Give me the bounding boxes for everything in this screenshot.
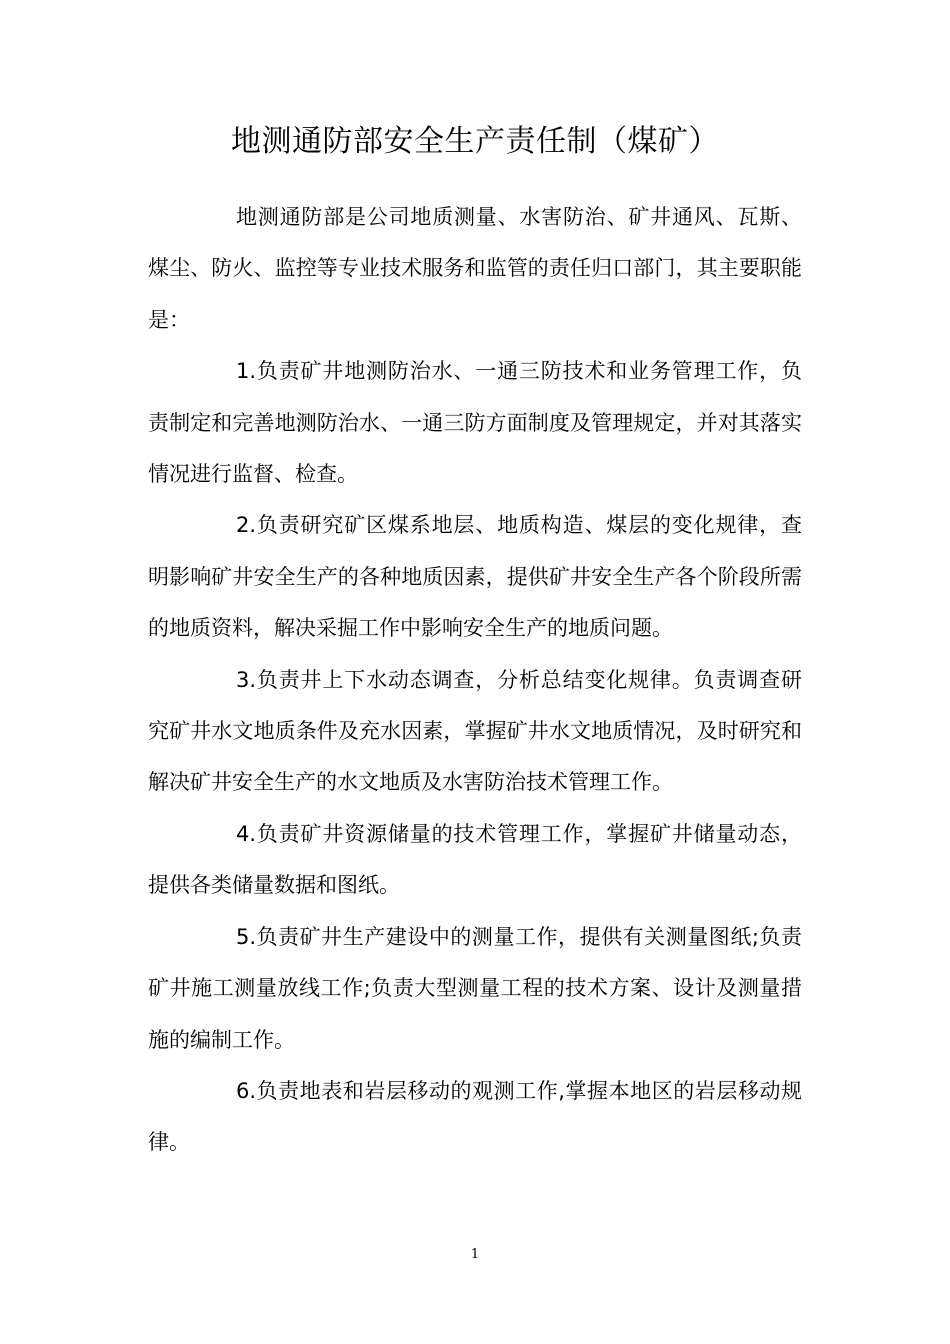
document-title: 地测通防部安全生产责任制（煤矿）: [231, 124, 719, 159]
page-number: 1: [470, 1247, 480, 1262]
duty-paragraph-1: 1.负责矿井地测防治水、一通三防技术和业务管理工作，负责制定和完善地测防治水、一通三防方面制度及管理规定，并对其落实情况进行监督、检查。: [148, 359, 802, 487]
duty-paragraph-4: 4.负责矿井资源储量的技术管理工作，掌握矿井储量动态，提供各类储量数据和图纸。: [148, 821, 802, 898]
document-body: [148, 192, 802, 1169]
duty-paragraph-3: 3.负责井上下水动态调查，分析总结变化规律。负责调查研究矿井水文地质条件及充水因素，掌握矿井水文地质情况，及时研究和解决矿井安全生产的水文地质及水害防治技术管理工作。: [148, 667, 802, 795]
duty-paragraph-6: 6.负责地表和岩层移动的观测工作,掌握本地区的岩层移动规律。: [148, 1078, 802, 1155]
duty-paragraph-5: 5.负责矿井生产建设中的测量工作，提供有关测量图纸;负责矿井施工测量放线工作;负责大型测量工程的技术方案、设计及测量措施的编制工作。: [148, 924, 802, 1052]
intro-paragraph: 地测通防部是公司地质测量、水害防治、矿井通风、瓦斯、煤尘、防火、监控等专业技术服务和监管的责任归口部门，其主要职能是：: [148, 205, 802, 332]
duty-paragraph-2: 2.负责研究矿区煤系地层、地质构造、煤层的变化规律，查明影响矿井安全生产的各种地质因素，提供矿井安全生产各个阶段所需的地质资料，解决采掘工作中影响安全生产的地质问题。: [148, 513, 802, 641]
